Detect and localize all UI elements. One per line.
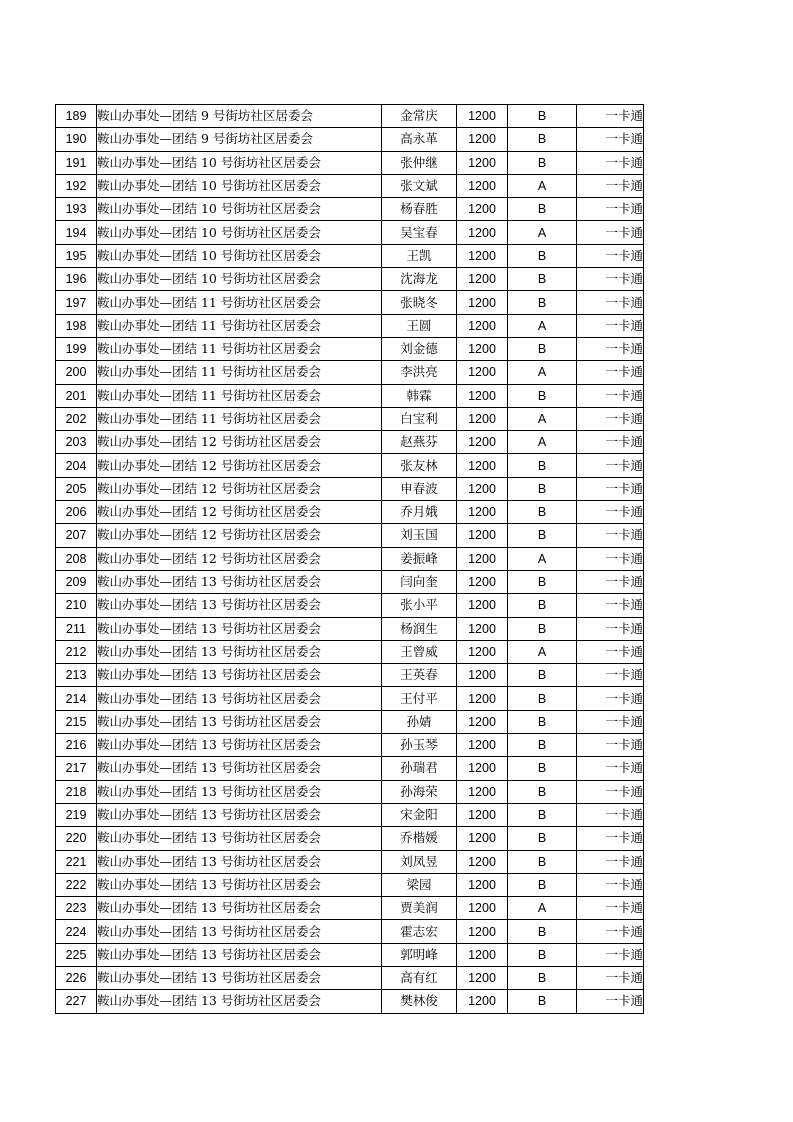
grade-cell: B (508, 990, 577, 1013)
payment-method-cell: 一卡通 (577, 897, 644, 920)
grade-cell: B (508, 524, 577, 547)
row-number-cell: 221 (56, 850, 97, 873)
grade-cell: B (508, 454, 577, 477)
unit-cell: 鞍山办事处—团结 11 号街坊社区居委会 (97, 361, 382, 384)
unit-cell: 鞍山办事处—团结 13 号街坊社区居委会 (97, 687, 382, 710)
payment-method-cell: 一卡通 (577, 337, 644, 360)
payment-method-cell: 一卡通 (577, 477, 644, 500)
person-name-cell: 赵燕芬 (382, 431, 457, 454)
grade-cell: B (508, 291, 577, 314)
grade-cell: B (508, 198, 577, 221)
amount-cell: 1200 (457, 337, 508, 360)
grade-cell: A (508, 897, 577, 920)
grade-cell: B (508, 151, 577, 174)
person-name-cell: 韩霖 (382, 384, 457, 407)
table-row (56, 151, 644, 174)
person-name-cell: 宋金阳 (382, 803, 457, 826)
grade-cell: A (508, 314, 577, 337)
payment-method-cell: 一卡通 (577, 943, 644, 966)
unit-cell: 鞍山办事处—团结 11 号街坊社区居委会 (97, 291, 382, 314)
row-number-cell: 218 (56, 780, 97, 803)
table-row (56, 524, 644, 547)
table-row (56, 314, 644, 337)
person-name-cell: 王曾威 (382, 640, 457, 663)
table-row (56, 198, 644, 221)
payment-method-cell: 一卡通 (577, 873, 644, 896)
row-number-cell: 223 (56, 897, 97, 920)
payment-method-cell: 一卡通 (577, 780, 644, 803)
amount-cell: 1200 (457, 850, 508, 873)
amount-cell: 1200 (457, 943, 508, 966)
unit-cell: 鞍山办事处—团结 13 号街坊社区居委会 (97, 873, 382, 896)
grade-cell: B (508, 920, 577, 943)
roster-table-body (56, 105, 644, 1014)
grade-cell: A (508, 407, 577, 430)
payment-method-cell: 一卡通 (577, 734, 644, 757)
row-number-cell: 215 (56, 710, 97, 733)
amount-cell: 1200 (457, 594, 508, 617)
row-number-cell: 216 (56, 734, 97, 757)
unit-cell: 鞍山办事处—团结 10 号街坊社区居委会 (97, 151, 382, 174)
payment-method-cell: 一卡通 (577, 198, 644, 221)
payment-method-cell: 一卡通 (577, 524, 644, 547)
grade-cell: A (508, 221, 577, 244)
table-row (56, 920, 644, 943)
unit-cell: 鞍山办事处—团结 12 号街坊社区居委会 (97, 477, 382, 500)
table-row (56, 664, 644, 687)
row-number-cell: 212 (56, 640, 97, 663)
unit-cell: 鞍山办事处—团结 10 号街坊社区居委会 (97, 221, 382, 244)
grade-cell: B (508, 501, 577, 524)
unit-cell: 鞍山办事处—团结 13 号街坊社区居委会 (97, 617, 382, 640)
table-row (56, 454, 644, 477)
amount-cell: 1200 (457, 664, 508, 687)
amount-cell: 1200 (457, 268, 508, 291)
person-name-cell: 吴宝春 (382, 221, 457, 244)
row-number-cell: 210 (56, 594, 97, 617)
unit-cell: 鞍山办事处—团结 13 号街坊社区居委会 (97, 780, 382, 803)
person-name-cell: 姜振峰 (382, 547, 457, 570)
table-row (56, 431, 644, 454)
table-row (56, 268, 644, 291)
row-number-cell: 219 (56, 803, 97, 826)
person-name-cell: 孙海荣 (382, 780, 457, 803)
payment-method-cell: 一卡通 (577, 664, 644, 687)
person-name-cell: 孙婧 (382, 710, 457, 733)
row-number-cell: 202 (56, 407, 97, 430)
table-row (56, 897, 644, 920)
row-number-cell: 226 (56, 966, 97, 989)
unit-cell: 鞍山办事处—团结 13 号街坊社区居委会 (97, 570, 382, 593)
amount-cell: 1200 (457, 780, 508, 803)
row-number-cell: 197 (56, 291, 97, 314)
person-name-cell: 王圆 (382, 314, 457, 337)
table-row (56, 687, 644, 710)
unit-cell: 鞍山办事处—团结 11 号街坊社区居委会 (97, 337, 382, 360)
unit-cell: 鞍山办事处—团结 9 号街坊社区居委会 (97, 128, 382, 151)
person-name-cell: 杨润生 (382, 617, 457, 640)
payment-method-cell: 一卡通 (577, 454, 644, 477)
unit-cell: 鞍山办事处—团结 13 号街坊社区居委会 (97, 943, 382, 966)
grade-cell: B (508, 943, 577, 966)
table-row (56, 501, 644, 524)
unit-cell: 鞍山办事处—团结 13 号街坊社区居委会 (97, 966, 382, 989)
unit-cell: 鞍山办事处—团结 13 号街坊社区居委会 (97, 757, 382, 780)
amount-cell: 1200 (457, 244, 508, 267)
payment-method-cell: 一卡通 (577, 221, 644, 244)
person-name-cell: 白宝利 (382, 407, 457, 430)
person-name-cell: 孙玉琴 (382, 734, 457, 757)
table-row (56, 990, 644, 1013)
table-row (56, 128, 644, 151)
row-number-cell: 206 (56, 501, 97, 524)
unit-cell: 鞍山办事处—团结 11 号街坊社区居委会 (97, 407, 382, 430)
amount-cell: 1200 (457, 221, 508, 244)
amount-cell: 1200 (457, 687, 508, 710)
grade-cell: B (508, 734, 577, 757)
table-row (56, 640, 644, 663)
table-row (56, 710, 644, 733)
grade-cell: B (508, 827, 577, 850)
row-number-cell: 192 (56, 174, 97, 197)
payment-method-cell: 一卡通 (577, 431, 644, 454)
amount-cell: 1200 (457, 920, 508, 943)
grade-cell: B (508, 757, 577, 780)
amount-cell: 1200 (457, 617, 508, 640)
unit-cell: 鞍山办事处—团结 11 号街坊社区居委会 (97, 314, 382, 337)
grade-cell: A (508, 431, 577, 454)
table-row (56, 291, 644, 314)
unit-cell: 鞍山办事处—团结 13 号街坊社区居委会 (97, 990, 382, 1013)
row-number-cell: 227 (56, 990, 97, 1013)
amount-cell: 1200 (457, 361, 508, 384)
amount-cell: 1200 (457, 640, 508, 663)
amount-cell: 1200 (457, 873, 508, 896)
person-name-cell: 刘玉国 (382, 524, 457, 547)
row-number-cell: 214 (56, 687, 97, 710)
amount-cell: 1200 (457, 314, 508, 337)
unit-cell: 鞍山办事处—团结 13 号街坊社区居委会 (97, 897, 382, 920)
row-number-cell: 190 (56, 128, 97, 151)
grade-cell: B (508, 803, 577, 826)
amount-cell: 1200 (457, 710, 508, 733)
row-number-cell: 222 (56, 873, 97, 896)
person-name-cell: 杨春胜 (382, 198, 457, 221)
row-number-cell: 195 (56, 244, 97, 267)
payment-method-cell: 一卡通 (577, 268, 644, 291)
amount-cell: 1200 (457, 105, 508, 128)
row-number-cell: 208 (56, 547, 97, 570)
row-number-cell: 199 (56, 337, 97, 360)
grade-cell: A (508, 547, 577, 570)
amount-cell: 1200 (457, 757, 508, 780)
unit-cell: 鞍山办事处—团结 13 号街坊社区居委会 (97, 734, 382, 757)
grade-cell: B (508, 384, 577, 407)
row-number-cell: 205 (56, 477, 97, 500)
unit-cell: 鞍山办事处—团结 13 号街坊社区居委会 (97, 850, 382, 873)
amount-cell: 1200 (457, 291, 508, 314)
payment-method-cell: 一卡通 (577, 244, 644, 267)
table-row (56, 734, 644, 757)
person-name-cell: 闫向奎 (382, 570, 457, 593)
payment-method-cell: 一卡通 (577, 174, 644, 197)
row-number-cell: 189 (56, 105, 97, 128)
unit-cell: 鞍山办事处—团结 13 号街坊社区居委会 (97, 594, 382, 617)
table-row (56, 570, 644, 593)
payment-method-cell: 一卡通 (577, 314, 644, 337)
grade-cell: B (508, 966, 577, 989)
payment-method-cell: 一卡通 (577, 105, 644, 128)
amount-cell: 1200 (457, 431, 508, 454)
amount-cell: 1200 (457, 803, 508, 826)
table-row (56, 221, 644, 244)
table-row (56, 780, 644, 803)
amount-cell: 1200 (457, 966, 508, 989)
person-name-cell: 乔月娥 (382, 501, 457, 524)
person-name-cell: 高永革 (382, 128, 457, 151)
grade-cell: B (508, 337, 577, 360)
row-number-cell: 204 (56, 454, 97, 477)
row-number-cell: 203 (56, 431, 97, 454)
grade-cell: B (508, 594, 577, 617)
row-number-cell: 217 (56, 757, 97, 780)
amount-cell: 1200 (457, 174, 508, 197)
table-row (56, 477, 644, 500)
grade-cell: B (508, 128, 577, 151)
person-name-cell: 张仲继 (382, 151, 457, 174)
table-row (56, 407, 644, 430)
row-number-cell: 211 (56, 617, 97, 640)
amount-cell: 1200 (457, 128, 508, 151)
amount-cell: 1200 (457, 454, 508, 477)
payment-method-cell: 一卡通 (577, 757, 644, 780)
grade-cell: B (508, 105, 577, 128)
row-number-cell: 225 (56, 943, 97, 966)
grade-cell: B (508, 850, 577, 873)
amount-cell: 1200 (457, 384, 508, 407)
grade-cell: B (508, 710, 577, 733)
person-name-cell: 王凯 (382, 244, 457, 267)
roster-table (55, 104, 644, 1014)
person-name-cell: 沈海龙 (382, 268, 457, 291)
row-number-cell: 198 (56, 314, 97, 337)
unit-cell: 鞍山办事处—团结 13 号街坊社区居委会 (97, 664, 382, 687)
person-name-cell: 郭明峰 (382, 943, 457, 966)
person-name-cell: 王付平 (382, 687, 457, 710)
payment-method-cell: 一卡通 (577, 361, 644, 384)
grade-cell: B (508, 477, 577, 500)
row-number-cell: 194 (56, 221, 97, 244)
payment-method-cell: 一卡通 (577, 501, 644, 524)
table-row (56, 966, 644, 989)
person-name-cell: 樊林俊 (382, 990, 457, 1013)
payment-method-cell: 一卡通 (577, 291, 644, 314)
person-name-cell: 张文斌 (382, 174, 457, 197)
payment-method-cell: 一卡通 (577, 547, 644, 570)
grade-cell: B (508, 664, 577, 687)
row-number-cell: 200 (56, 361, 97, 384)
table-row (56, 827, 644, 850)
row-number-cell: 209 (56, 570, 97, 593)
amount-cell: 1200 (457, 570, 508, 593)
table-row (56, 803, 644, 826)
row-number-cell: 224 (56, 920, 97, 943)
grade-cell: A (508, 174, 577, 197)
table-row (56, 617, 644, 640)
person-name-cell: 金常庆 (382, 105, 457, 128)
row-number-cell: 207 (56, 524, 97, 547)
table-row (56, 105, 644, 128)
unit-cell: 鞍山办事处—团结 12 号街坊社区居委会 (97, 501, 382, 524)
table-row (56, 547, 644, 570)
person-name-cell: 张晓冬 (382, 291, 457, 314)
row-number-cell: 201 (56, 384, 97, 407)
grade-cell: B (508, 268, 577, 291)
payment-method-cell: 一卡通 (577, 687, 644, 710)
amount-cell: 1200 (457, 407, 508, 430)
grade-cell: B (508, 873, 577, 896)
row-number-cell: 213 (56, 664, 97, 687)
table-row (56, 594, 644, 617)
person-name-cell: 刘凤昱 (382, 850, 457, 873)
amount-cell: 1200 (457, 524, 508, 547)
person-name-cell: 申春波 (382, 477, 457, 500)
row-number-cell: 191 (56, 151, 97, 174)
grade-cell: A (508, 640, 577, 663)
amount-cell: 1200 (457, 151, 508, 174)
unit-cell: 鞍山办事处—团结 12 号街坊社区居委会 (97, 454, 382, 477)
unit-cell: 鞍山办事处—团结 10 号街坊社区居委会 (97, 174, 382, 197)
grade-cell: B (508, 687, 577, 710)
amount-cell: 1200 (457, 198, 508, 221)
table-row (56, 337, 644, 360)
unit-cell: 鞍山办事处—团结 13 号街坊社区居委会 (97, 803, 382, 826)
payment-method-cell: 一卡通 (577, 803, 644, 826)
payment-method-cell: 一卡通 (577, 570, 644, 593)
payment-method-cell: 一卡通 (577, 850, 644, 873)
grade-cell: B (508, 617, 577, 640)
payment-method-cell: 一卡通 (577, 594, 644, 617)
payment-method-cell: 一卡通 (577, 920, 644, 943)
person-name-cell: 刘金德 (382, 337, 457, 360)
person-name-cell: 李洪亮 (382, 361, 457, 384)
person-name-cell: 贾美润 (382, 897, 457, 920)
person-name-cell: 梁园 (382, 873, 457, 896)
table-row (56, 244, 644, 267)
row-number-cell: 196 (56, 268, 97, 291)
payment-method-cell: 一卡通 (577, 384, 644, 407)
payment-method-cell: 一卡通 (577, 966, 644, 989)
person-name-cell: 张小平 (382, 594, 457, 617)
payment-method-cell: 一卡通 (577, 640, 644, 663)
row-number-cell: 220 (56, 827, 97, 850)
table-row (56, 943, 644, 966)
payment-method-cell: 一卡通 (577, 407, 644, 430)
unit-cell: 鞍山办事处—团结 9 号街坊社区居委会 (97, 105, 382, 128)
grade-cell: A (508, 361, 577, 384)
payment-method-cell: 一卡通 (577, 151, 644, 174)
amount-cell: 1200 (457, 990, 508, 1013)
person-name-cell: 王英春 (382, 664, 457, 687)
unit-cell: 鞍山办事处—团结 11 号街坊社区居委会 (97, 384, 382, 407)
person-name-cell: 张友林 (382, 454, 457, 477)
amount-cell: 1200 (457, 477, 508, 500)
table-row (56, 384, 644, 407)
unit-cell: 鞍山办事处—团结 12 号街坊社区居委会 (97, 431, 382, 454)
payment-method-cell: 一卡通 (577, 128, 644, 151)
table-row (56, 174, 644, 197)
payment-method-cell: 一卡通 (577, 617, 644, 640)
table-row (56, 757, 644, 780)
person-name-cell: 孙瑞君 (382, 757, 457, 780)
unit-cell: 鞍山办事处—团结 12 号街坊社区居委会 (97, 547, 382, 570)
grade-cell: B (508, 570, 577, 593)
person-name-cell: 霍志宏 (382, 920, 457, 943)
payment-method-cell: 一卡通 (577, 990, 644, 1013)
unit-cell: 鞍山办事处—团结 13 号街坊社区居委会 (97, 827, 382, 850)
grade-cell: B (508, 244, 577, 267)
person-name-cell: 乔楷媛 (382, 827, 457, 850)
amount-cell: 1200 (457, 547, 508, 570)
person-name-cell: 高有红 (382, 966, 457, 989)
unit-cell: 鞍山办事处—团结 13 号街坊社区居委会 (97, 710, 382, 733)
unit-cell: 鞍山办事处—团结 12 号街坊社区居委会 (97, 524, 382, 547)
row-number-cell: 193 (56, 198, 97, 221)
amount-cell: 1200 (457, 734, 508, 757)
grade-cell: B (508, 780, 577, 803)
payment-method-cell: 一卡通 (577, 827, 644, 850)
unit-cell: 鞍山办事处—团结 13 号街坊社区居委会 (97, 640, 382, 663)
amount-cell: 1200 (457, 501, 508, 524)
table-row (56, 873, 644, 896)
payment-method-cell: 一卡通 (577, 710, 644, 733)
table-row (56, 850, 644, 873)
unit-cell: 鞍山办事处—团结 10 号街坊社区居委会 (97, 268, 382, 291)
unit-cell: 鞍山办事处—团结 10 号街坊社区居委会 (97, 198, 382, 221)
table-row (56, 361, 644, 384)
amount-cell: 1200 (457, 827, 508, 850)
amount-cell: 1200 (457, 897, 508, 920)
unit-cell: 鞍山办事处—团结 13 号街坊社区居委会 (97, 920, 382, 943)
unit-cell: 鞍山办事处—团结 10 号街坊社区居委会 (97, 244, 382, 267)
